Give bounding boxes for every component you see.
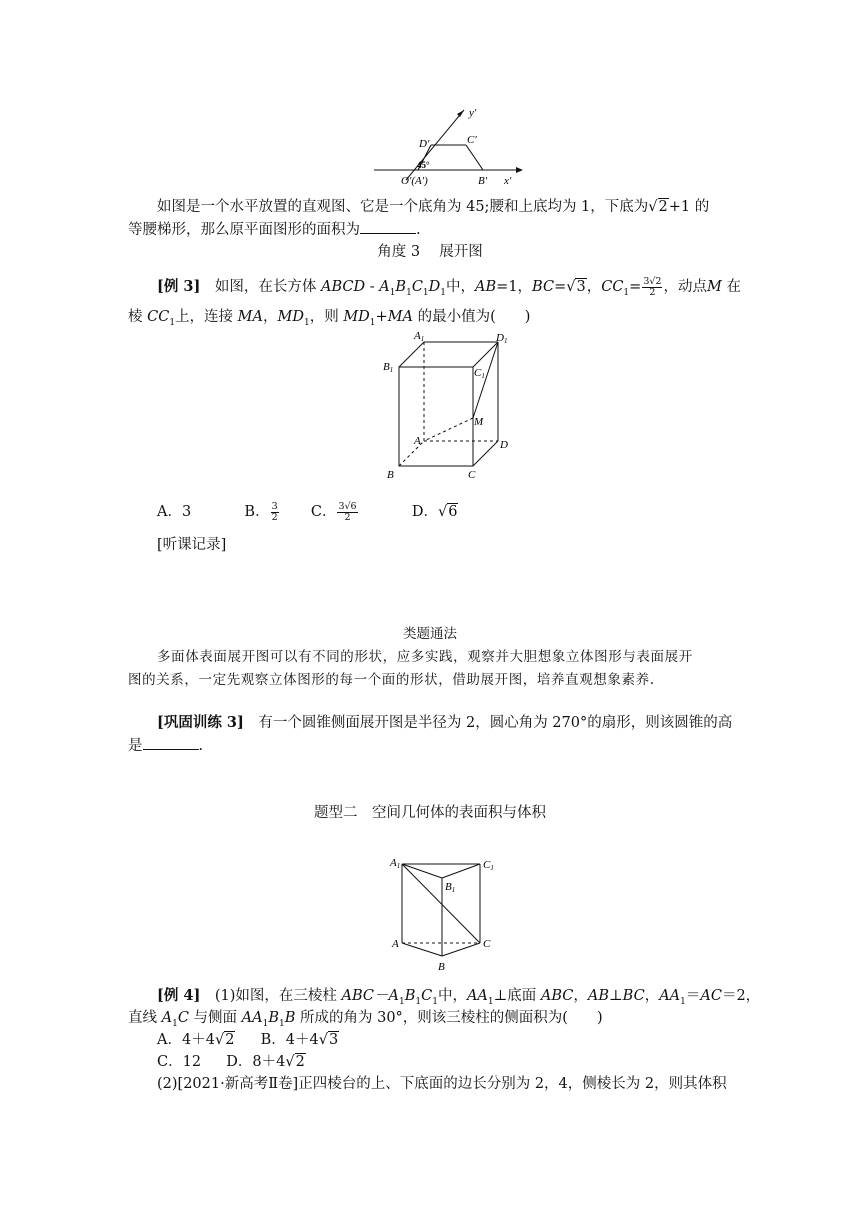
svg-text:C: C bbox=[483, 938, 491, 950]
section-title-angle3: 角度 3 展开图 bbox=[377, 244, 483, 260]
svg-text:A1: A1 bbox=[390, 857, 401, 870]
option-a: A．3 bbox=[157, 504, 192, 520]
problem-text-line2: 等腰梯形，那么原平面图形的面积为 . bbox=[128, 219, 421, 241]
example4-line2: 直线 $A_1C$ 与侧面 $AA_1B_1B$ 所成的角为 30°，则该三棱柱的侧面积为( ) bbox=[128, 1010, 603, 1029]
svg-text:C1: C1 bbox=[474, 367, 485, 380]
option-d: D．8＋4√2 bbox=[226, 1054, 305, 1070]
option-d: D．√6 bbox=[411, 504, 458, 520]
svg-text:D1: D1 bbox=[496, 332, 508, 345]
oblique-trapezoid-figure bbox=[366, 102, 536, 188]
example4-line1: [例 4] (1)如图，在三棱柱 $ABC-A_1B_1C_1$中，$AA_1\perp$底面 ABC，AB⊥BC，$AA_1=AC=2$， bbox=[157, 987, 761, 1007]
example4-options-row2 bbox=[157, 1051, 306, 1073]
training3-line2: 是 . bbox=[128, 735, 203, 757]
svg-text:C: C bbox=[468, 469, 476, 481]
option-c: C．12 bbox=[157, 1054, 202, 1070]
lecture-record-label: [听课记录] bbox=[157, 537, 227, 553]
svg-text:B: B bbox=[387, 469, 394, 481]
example4-line5: (2)[2021·新高考Ⅱ卷]正四棱台的上、下底面的边长分别为 2，4，侧棱长为 2，则其体积 bbox=[157, 1076, 727, 1092]
svg-text:A: A bbox=[392, 938, 399, 950]
point-o-label: O′(A′) bbox=[401, 175, 428, 187]
svg-text:A1: A1 bbox=[414, 330, 425, 343]
svg-text:D: D bbox=[500, 439, 508, 451]
option-b: B．4＋4√3 bbox=[260, 1032, 339, 1048]
answer-blank bbox=[360, 219, 416, 234]
section-title-type2: 题型二 空间几何体的表面积与体积 bbox=[314, 805, 546, 821]
svg-text:B: B bbox=[438, 961, 445, 973]
method-line2: 图的关系，一定先观察立体图形的每一个面的形状，借助展开图，培养直观想象素养. bbox=[128, 672, 655, 688]
example3-line1: [例 3] 如图，在长方体 ABCD - $A_1B_1C_1D_1$中，AB=1，BC=√3，$CC_1=$ $\frac{3√2}{2}$ ，动点M 在 bbox=[157, 275, 741, 298]
svg-text:B1: B1 bbox=[445, 881, 456, 894]
option-c: C． $\frac{3√6}{2}$ bbox=[310, 500, 357, 523]
svg-text:A: A bbox=[414, 435, 421, 447]
point-d-label: D′ bbox=[419, 138, 430, 150]
svg-text:B1: B1 bbox=[383, 361, 394, 374]
method-title: 类题通法 bbox=[403, 626, 457, 642]
option-b: B． $\frac{3}{2}$ bbox=[244, 500, 278, 523]
example3-line2: 棱 $CC_1$上，连接 MA，$MD_1$，则 $MD_1+MA$ 的最小值为( ) bbox=[128, 309, 531, 328]
point-c-label: C′ bbox=[467, 134, 477, 146]
triangular-prism-figure bbox=[388, 852, 508, 976]
svg-text:C1: C1 bbox=[483, 859, 494, 872]
x-axis-label: x′ bbox=[504, 175, 512, 187]
cuboid-figure bbox=[378, 328, 528, 488]
example4-options-row1 bbox=[157, 1029, 339, 1051]
y-axis-label: y′ bbox=[469, 107, 477, 119]
option-a: A．4＋4√2 bbox=[157, 1032, 235, 1048]
answer-blank bbox=[143, 735, 199, 750]
angle-label: 45° bbox=[417, 160, 430, 170]
training3-line1: [巩固训练 3] 有一个圆锥侧面展开图是半径为 2，圆心角为 270°的扇形，则该圆锥的高 bbox=[157, 714, 733, 731]
point-b-label: B′ bbox=[478, 175, 488, 187]
method-line1: 多面体表面展开图可以有不同的形状，应多实践，观察并大胆想象立体图形与表面展开 bbox=[157, 649, 693, 665]
example3-options bbox=[157, 501, 458, 523]
svg-text:M: M bbox=[474, 416, 484, 428]
problem-text-line1: 如图是一个水平放置的直观图、它是一个底角为 45;腰和上底均为 1，下底为√2+1 的 bbox=[157, 199, 710, 215]
